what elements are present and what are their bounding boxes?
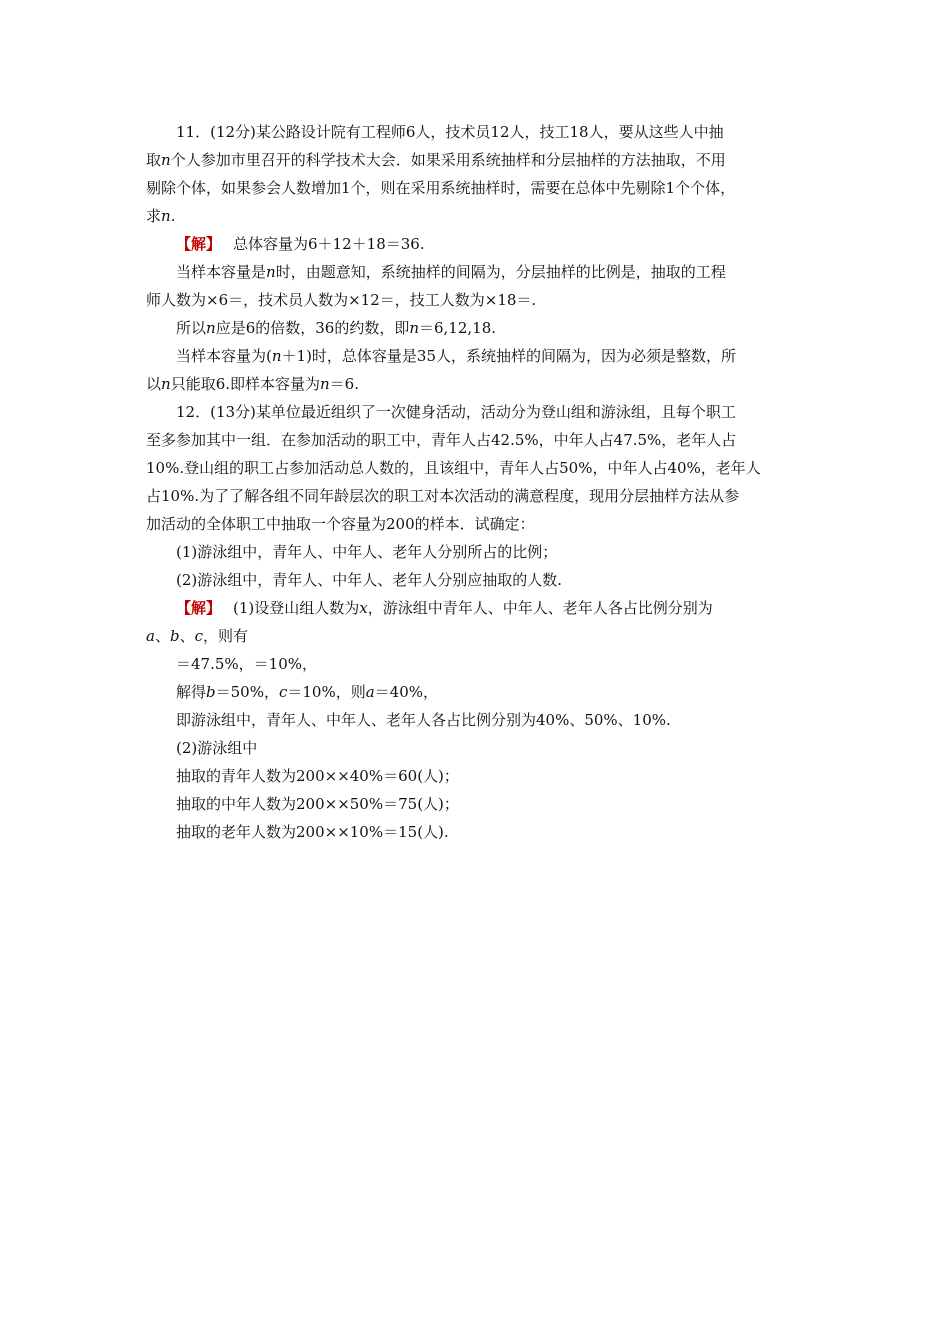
question-11-line	[146, 118, 810, 146]
solution-text: ＝10%，则	[287, 683, 366, 701]
question-12-line	[146, 482, 810, 510]
solution-text: 所以	[176, 319, 207, 337]
solution-12-line	[146, 678, 810, 706]
solution-text: ＝50%，	[215, 683, 279, 701]
solution-12-line	[146, 594, 810, 622]
question-text: 占10%.为了了解各组不同年龄层次的职工对本次活动的满意程度，现用分层抽样方法从参	[146, 487, 740, 505]
solution-text: 抽取的青年人数为200××40%＝60(人)；	[176, 767, 459, 785]
solution-11-line	[146, 314, 810, 342]
solution-12-line	[146, 818, 810, 846]
question-text: 10%.登山组的职工占参加活动总人数的，且该组中，青年人占50%，中年人占40%，老年人	[146, 459, 761, 477]
solution-text: (1)设登山组人数为	[233, 599, 360, 617]
variable-n: n	[161, 207, 171, 225]
solution-text: 只能取6.即样本容量为	[170, 375, 320, 393]
variable-x: x	[359, 599, 368, 617]
solution-text: 师人数为×6＝，技术员人数为×12＝，技工人数为×18＝.	[146, 291, 537, 309]
variable-n: n	[266, 263, 276, 281]
solution-text: 总体容量为6＋12＋18＝36.	[233, 235, 425, 253]
solution-11-line	[146, 342, 810, 370]
solution-text: 时，由题意知，系统抽样的间隔为，分层抽样的比例是，抽取的工程	[275, 263, 726, 281]
question-12-line	[146, 454, 810, 482]
solution-tag: 【解】	[176, 599, 222, 617]
question-11-line	[146, 146, 810, 174]
solution-11-line	[146, 370, 810, 398]
solution-text: 即游泳组中，青年人、中年人、老年人各占比例分别为40%、50%、10%.	[176, 711, 671, 729]
solution-12-line	[146, 734, 810, 762]
solution-text: (2)游泳组中	[176, 739, 258, 757]
question-text: 剔除个体，如果参会人数增加1个，则在采用系统抽样时，需要在总体中先剔除1个个体，	[146, 179, 736, 197]
question-12-item-1	[146, 538, 810, 566]
solution-text: 抽取的老年人数为200××10%＝15(人).	[176, 823, 449, 841]
question-12-item-2	[146, 566, 810, 594]
variable-c: c	[194, 627, 203, 645]
question-text: (1)游泳组中，青年人、中年人、老年人分别所占的比例；	[176, 543, 558, 561]
solution-text: ＋1)时，总体容量是35人，系统抽样的间隔为，因为必须是整数，所	[281, 347, 737, 365]
solution-text: ＝6,12,18.	[419, 319, 497, 337]
question-text: 个人参加市里召开的科学技术大会．如果采用系统抽样和分层抽样的方法抽取，不用	[170, 151, 726, 169]
solution-12-line	[146, 706, 810, 734]
solution-text: 、	[154, 627, 170, 645]
question-11-line	[146, 174, 810, 202]
variable-a: a	[146, 627, 155, 645]
variable-c: c	[278, 683, 288, 701]
solution-text: ＝6.	[329, 375, 359, 393]
solution-11-line	[146, 258, 810, 286]
question-12-line	[146, 510, 810, 538]
variable-a: a	[365, 683, 375, 701]
question-text: 加活动的全体职工中抽取一个容量为200的样本．试确定：	[146, 515, 535, 533]
solution-12-line	[146, 650, 810, 678]
question-text: 至多参加其中一组．在参加活动的职工中，青年人占42.5%，中年人占47.5%，老年人占	[146, 431, 737, 449]
solution-text: 当样本容量为(	[176, 347, 272, 365]
question-12-line	[146, 398, 810, 426]
solution-12-line	[146, 622, 810, 650]
solution-11-line	[146, 230, 810, 258]
document-page	[146, 118, 810, 846]
solution-text: ＝40%，	[374, 683, 439, 701]
solution-11-line	[146, 286, 810, 314]
question-12-line	[146, 426, 810, 454]
question-text: 求	[146, 207, 162, 225]
question-11-line	[146, 202, 810, 230]
solution-text: ＝47.5%，＝10%，	[176, 655, 317, 673]
question-text: 11．(12分)某公路设计院有工程师6人，技术员12人，技工18人，要从这些人中抽	[176, 123, 724, 141]
variable-b: b	[206, 683, 216, 701]
solution-text: 、	[179, 627, 195, 645]
variable-n: n	[409, 319, 419, 337]
variable-n: n	[161, 375, 171, 393]
question-text: (2)游泳组中，青年人、中年人、老年人分别应抽取的人数.	[176, 571, 563, 589]
solution-text: ，则有	[203, 627, 249, 645]
variable-n: n	[206, 319, 216, 337]
solution-text: 应是6的倍数，36的约数，即	[215, 319, 410, 337]
solution-text: ，游泳组中青年人、中年人、老年人各占比例分别为	[367, 599, 713, 617]
variable-n: n	[320, 375, 330, 393]
solution-text: 解得	[176, 683, 207, 701]
variable-b: b	[169, 627, 180, 645]
solution-12-line	[146, 762, 810, 790]
question-text: .	[170, 207, 176, 225]
solution-text: 当样本容量是	[176, 263, 267, 281]
solution-text: 抽取的中年人数为200××50%＝75(人)；	[176, 795, 459, 813]
variable-n: n	[271, 347, 282, 365]
variable-n: n	[161, 151, 171, 169]
solution-12-line	[146, 790, 810, 818]
question-text: 取	[146, 151, 162, 169]
question-text: 12．(13分)某单位最近组织了一次健身活动，活动分为登山组和游泳组，且每个职工	[176, 403, 736, 421]
solution-tag: 【解】	[176, 235, 222, 253]
solution-text: 以	[146, 375, 162, 393]
